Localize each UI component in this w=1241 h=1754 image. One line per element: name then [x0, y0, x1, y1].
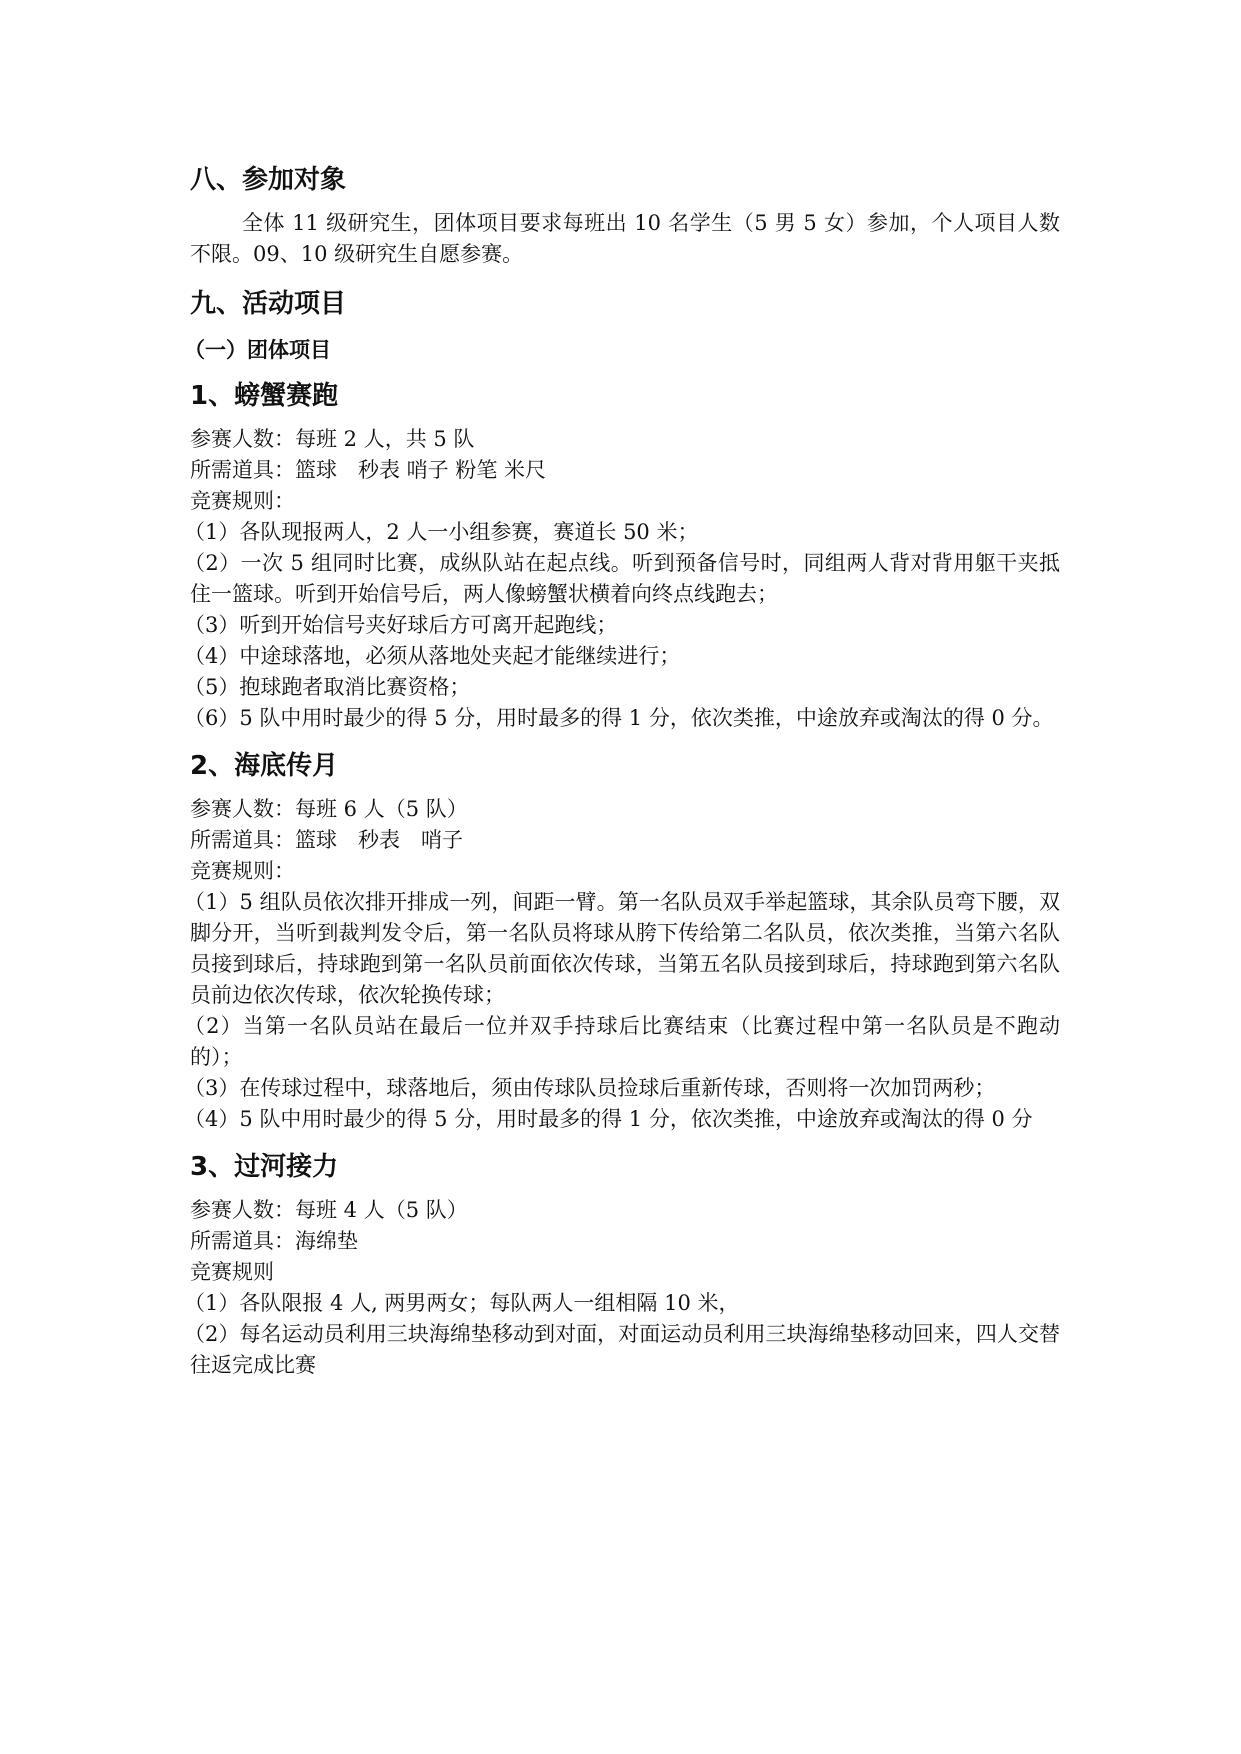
- team-events-subheading: （一）团体项目: [184, 338, 331, 362]
- rule-item: （4）中途球落地，必须从落地处夹起才能继续进行；: [184, 644, 681, 668]
- rule-item: （5）抱球跑者取消比赛资格；: [184, 675, 471, 699]
- event-equipment: 所需道具：篮球 秒表 哨子: [190, 828, 463, 852]
- rule-item: （2）一次 5 组同时比赛，成纵队站在起点线。听到预备信号时，同组两人背对背用躯干夹抵住一篮球。听到开始信号后，两人像螃蟹状横着向终点线跑去；: [184, 551, 1060, 606]
- section-9-heading: 九、活动项目: [190, 289, 347, 319]
- rule-item: （1）5 组队员依次排开排成一列，间距一臂。第一名队员双手举起篮球，其余队员弯下腰，双脚分开，当听到裁判发令后，第一名队员将球从胯下传给第二名队员，依次类推，当第六名队员接到球后，持球跑到第一名队员前面依次传球，当第五名队员接到球后，持球跑到第六名队员前边依次传球，依次轮换传球；: [184, 890, 1060, 1007]
- event-participants: 参赛人数：每班 6 人（5 队）: [190, 797, 468, 821]
- section-8-heading: 八、参加对象: [190, 165, 347, 195]
- event-participants: 参赛人数：每班 2 人，共 5 队: [190, 427, 475, 451]
- document-page: [184, 160, 1060, 1393]
- rule-item: （2）当第一名队员站在最后一位并双手持球后比赛结束（比赛过程中第一名队员是不跑动的）；: [184, 1014, 1060, 1069]
- event-rules-label: 竞赛规则：: [190, 859, 295, 883]
- event-title: 1、螃蟹赛跑: [190, 381, 339, 411]
- rule-item: （1）各队现报两人，2 人一小组参赛，赛道长 50 米；: [184, 520, 699, 544]
- rule-item: （3）听到开始信号夹好球后方可离开起跑线；: [184, 613, 618, 637]
- rule-item: （2）每名运动员利用三块海绵垫移动到对面，对面运动员利用三块海绵垫移动回来，四人交替往返完成比赛: [184, 1322, 1060, 1377]
- event-river-relay: [184, 1147, 1060, 1381]
- event-participants: 参赛人数：每班 4 人（5 队）: [190, 1198, 468, 1222]
- event-title: 2、海底传月: [190, 751, 339, 781]
- event-equipment: 所需道具：海绵垫: [190, 1229, 358, 1253]
- rule-item: （4）5 队中用时最少的得 5 分，用时最多的得 1 分，依次类推，中途放弃或淘汰的得 0 分: [184, 1107, 1033, 1131]
- section-8-body: 全体 11 级研究生，团体项目要求每班出 10 名学生（5 男 5 女）参加，个人项目人数不限。09、10 级研究生自愿参赛。: [190, 211, 1060, 266]
- event-under-sea-pass: [184, 746, 1060, 1135]
- event-title: 3、过河接力: [190, 1152, 339, 1182]
- rule-item: （1）各队限报 4 人, 两男两女；每队两人一组相隔 10 米，: [184, 1291, 740, 1315]
- event-rules-label: 竞赛规则：: [190, 489, 295, 513]
- event-crab-race: [184, 376, 1060, 734]
- event-rules-label: 竞赛规则: [190, 1260, 274, 1284]
- event-equipment: 所需道具：篮球 秒表 哨子 粉笔 米尺: [190, 458, 547, 482]
- rule-item: （6）5 队中用时最少的得 5 分，用时最多的得 1 分，依次类推，中途放弃或淘汰的得 0 分。: [184, 706, 1054, 730]
- rule-item: （3）在传球过程中，球落地后，须由传球队员捡球后重新传球，否则将一次加罚两秒；: [184, 1076, 996, 1100]
